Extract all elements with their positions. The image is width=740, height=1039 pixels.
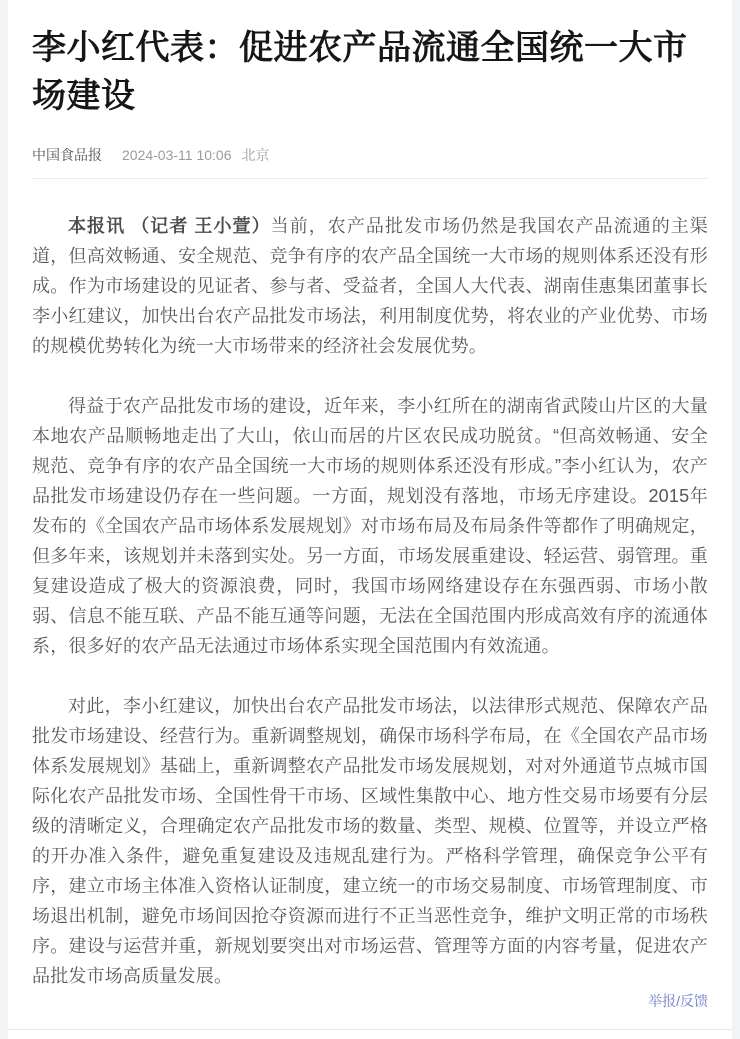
publish-datetime: 2024-03-11 10:06	[122, 147, 232, 163]
source-name: 中国食品报	[32, 147, 102, 163]
article-paragraph: 对此，李小红建议，加快出台农产品批发市场法，以法律形式规范、保障农产品批发市场建设、经营行为。重新调整规划，确保市场科学布局，在《全国农产品市场体系发展规划》基础上，重新调整农产品批发市场发展规划，对对外通道节点城市国际化农产品批发市场、全国性骨干市场、区域性集散中心、地方性交易市场要有分层级的清晰定义，合理确定农产品批发市场的数量、类型、规模、位置等，并设立严格的开办准入条件，避免重复建设及违规乱建行为。严格科学管理，确保竞争公平有序，建立市场主体准入资格认证制度，建立统一的市场交易制度、市场管理制度、市场退出机制，避免市场间因抢夺资源而进行不正当恶性竞争，维护文明正常的市场秩序。建设与运营并重，新规划要突出对市场运营、管理等方面的内容考量，促进农产品批发市场高质量发展。	[32, 696, 708, 986]
publish-location: 北京	[241, 147, 270, 163]
article-paragraph: 得益于农产品批发市场的建设，近年来，李小红所在的湖南省武陵山片区的大量本地农产品顺畅地走出了大山，依山而居的片区农民成功脱贫。“但高效畅通、安全规范、竞争有序的农产品全国统一大市场的规则体系还没有形成。”李小红认为，农产品批发市场建设仍存在一些问题。一方面，规划没有落地，市场无序建设。2015年发布的《全国农产品市场体系发展规划》对市场布局及布局条件等都作了明确规定，但多年来，该规划并未落到实处。另一方面，市场发展重建设、轻运营、弱管理。重复建设造成了极大的资源浪费，同时，我国市场网络建设存在东强西弱、市场小散弱、信息不能互联、产品不能互通等问题，无法在全国范围内形成高效有序的流通体系，很多好的农产品无法通过市场体系实现全国范围内有效流通。	[32, 396, 708, 656]
bottom-divider	[8, 1029, 732, 1030]
article-paragraph	[32, 211, 708, 361]
report-row	[32, 991, 708, 1029]
article-body	[32, 179, 708, 991]
byline	[32, 145, 708, 165]
paragraph-text: 当前，农产品批发市场仍然是我国农产品流通的主渠道，但高效畅通、安全规范、竞争有序的农产品全国统一大市场的规则体系还没有形成。作为市场建设的见证者、参与者、受益者，全国人大代表、湖南佳惠集团董事长李小红建议，加快出台农产品批发市场法，利用制度优势，将农业的产业优势、市场的规模优势转化为统一大市场带来的经济社会发展优势。	[32, 216, 708, 356]
article-footer	[32, 991, 708, 1039]
lead-reporter-label: 本报讯 （记者 王小萱）	[68, 216, 271, 236]
article-card	[8, 0, 732, 1039]
report-feedback-link[interactable]: 举报/反馈	[648, 993, 708, 1009]
article-title: 李小红代表：促进农产品流通全国统一大市场建设	[32, 29, 688, 115]
